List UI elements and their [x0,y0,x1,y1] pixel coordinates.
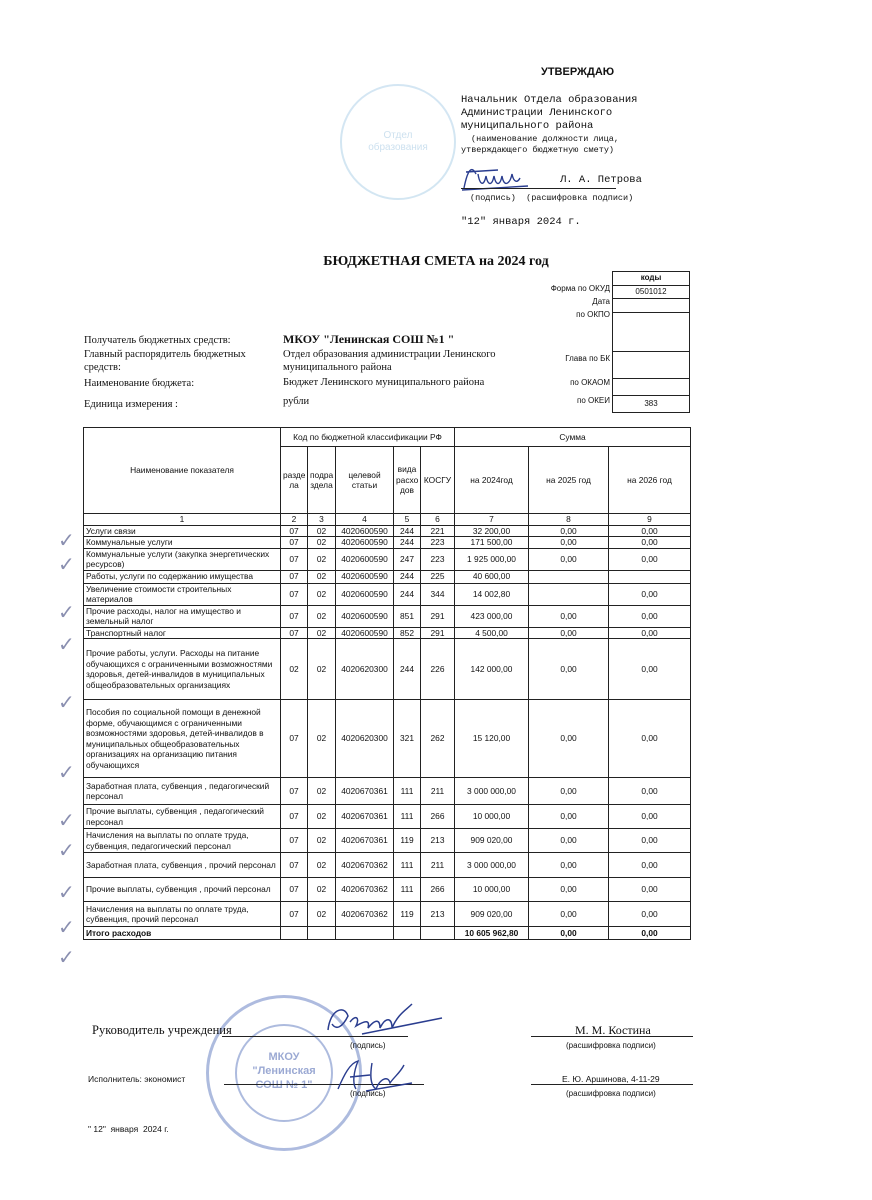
cell-cs: 4020620300 [336,639,394,700]
cell-kosgu: 213 [421,829,455,853]
code-date-label: Дата [592,297,610,306]
stamp-line-3: СОШ № 1" [255,1079,313,1091]
recipient-label: Получатель бюджетных средств: [84,335,231,346]
footer-date: " 12" января 2024 г. [88,1124,169,1134]
cell-s2024: 142 000,00 [455,639,529,700]
head-label: Руководитель учреждения [92,1023,232,1037]
cell-s2025: 0,00 [529,537,609,549]
total-empty-cell [308,927,336,940]
cell-s2025 [529,583,609,605]
cell-rz: 07 [281,778,308,805]
manager-label-line-1: Главный распорядитель бюджетных [84,349,246,360]
cell-cs: 4020600590 [336,605,394,627]
cell-s2024: 40 600,00 [455,570,529,583]
cell-name: Увеличение стоимости строительных материалов [84,583,281,605]
cell-vr: 111 [394,853,421,878]
cell-kosgu: 211 [421,778,455,805]
cell-s2025: 0,00 [529,525,609,537]
cell-cs: 4020670362 [336,853,394,878]
cell-s2025: 0,00 [529,829,609,853]
recipient-value: МКОУ "Ленинская СОШ №1 " [283,332,455,346]
code-okei-value: 383 [613,396,689,413]
cell-s2026: 0,00 [609,829,691,853]
cell-rz: 07 [281,548,308,570]
table-row [84,878,691,902]
cell-kosgu: 262 [421,700,455,778]
total-name: Итого расходов [84,927,281,940]
cell-name: Работы, услуги по содержанию имущества [84,570,281,583]
cell-s2026: 0,00 [609,853,691,878]
cell-cs: 4020600590 [336,525,394,537]
cell-vr: 247 [394,548,421,570]
codes-header: коды [613,272,689,286]
colnum-8: 8 [529,514,609,526]
cell-name: Начисления на выплаты по оплате труда, субвенция, педагогический персонал [84,829,281,853]
stamp-line-2: "Ленинская [252,1065,316,1077]
cell-s2026: 0,00 [609,700,691,778]
table-row [84,902,691,927]
cell-name: Пособия по социальной помощи в денежной форме, обучающимся с ограниченными возможностями здоровья, детей-инвалидов в муниципальных общеобразовательных организациях на организацию питания обучающихся [84,700,281,778]
cell-rz: 07 [281,570,308,583]
cell-vr: 111 [394,805,421,829]
budget-value: Бюджет Ленинского муниципального района [283,377,485,388]
total-empty-cell [421,927,455,940]
cell-prz: 02 [308,639,336,700]
cell-rz: 07 [281,605,308,627]
table-row [84,605,691,627]
cell-name: Прочие выплаты, субвенция , педагогический персонал [84,805,281,829]
table-row [84,805,691,829]
code-okaom-label: по ОКАОМ [570,378,610,387]
cell-cs: 4020600590 [336,548,394,570]
header-razdel: разде ла [281,447,308,514]
cell-rz: 07 [281,902,308,927]
cell-rz: 07 [281,537,308,549]
cell-rz: 02 [281,639,308,700]
total-empty-cell [281,927,308,940]
cell-name: Коммунальные услуги [84,537,281,549]
cell-prz: 02 [308,829,336,853]
cell-prz: 02 [308,805,336,829]
cell-s2024: 1 925 000,00 [455,548,529,570]
cell-s2025: 0,00 [529,902,609,927]
header-kosgu: КОСГУ [421,447,455,514]
codes-box [612,271,690,413]
manager-label [84,349,246,374]
check-mark-icon: ✓ [58,915,75,939]
unit-label: Единица измерения : [84,399,178,410]
table-row [84,570,691,583]
approval-note-line-1: (наименование должности лица, [471,134,619,144]
cell-s2024: 909 020,00 [455,902,529,927]
cell-rz: 07 [281,805,308,829]
approval-date: "12" января 2024 г. [461,216,581,228]
cell-vr: 244 [394,583,421,605]
code-okud-label: Форма по ОКУД [550,284,610,293]
cell-vr: 111 [394,778,421,805]
cell-prz: 02 [308,878,336,902]
cell-cs: 4020670361 [336,778,394,805]
cell-name: Прочие работы, услуги. Расходы на питание обучающихся с ограниченными возможностями здоровья, детей-инвалидов в муниципальных общеобразовательных организациях [84,639,281,700]
cell-s2024: 171 500,00 [455,537,529,549]
header-2025: на 2025 год [529,447,609,514]
cell-prz: 02 [308,853,336,878]
cell-cs: 4020600590 [336,570,394,583]
cell-s2026: 0,00 [609,627,691,639]
cell-prz: 02 [308,570,336,583]
cell-kosgu: 291 [421,605,455,627]
cell-s2026: 0,00 [609,902,691,927]
document-title: БЮДЖЕТНАЯ СМЕТА на 2024 год [323,254,549,269]
cell-name: Прочие выплаты, субвенция , прочий персонал [84,878,281,902]
code-okud-value: 0501012 [613,286,689,300]
executor-label: Исполнитель: экономист [88,1074,186,1084]
cell-s2026: 0,00 [609,525,691,537]
cell-prz: 02 [308,605,336,627]
check-mark-icon: ✓ [58,880,75,904]
cell-cs: 4020620300 [336,700,394,778]
table-row [84,525,691,537]
cell-kosgu: 213 [421,902,455,927]
budget-label: Наименование бюджета: [84,378,195,389]
approval-position-line-3: муниципального района [461,120,594,132]
cell-vr: 244 [394,525,421,537]
cell-cs: 4020670362 [336,902,394,927]
cell-vr: 244 [394,537,421,549]
header-sum-group: Сумма [455,428,691,447]
header-2024: на 2024год [455,447,529,514]
cell-kosgu: 226 [421,639,455,700]
cell-name: Начисления на выплаты по оплате труда, субвенция, прочий персонал [84,902,281,927]
cell-vr: 852 [394,627,421,639]
cell-s2024: 3 000 000,00 [455,853,529,878]
colnum-1: 1 [84,514,281,526]
cell-s2024: 3 000 000,00 [455,778,529,805]
cell-prz: 02 [308,778,336,805]
cell-name: Прочие расходы, налог на имущество и земельный налог [84,605,281,627]
cell-s2024: 10 000,00 [455,878,529,902]
colnum-9: 9 [609,514,691,526]
colnum-4: 4 [336,514,394,526]
approval-signature-line [461,188,616,189]
total-s2024: 10 605 962,80 [455,927,529,940]
executor-name-caption: (расшифровка подписи) [566,1089,656,1098]
total-row [84,927,691,940]
colnum-5: 5 [394,514,421,526]
check-mark-icon: ✓ [58,838,75,862]
cell-s2025: 0,00 [529,548,609,570]
cell-prz: 02 [308,627,336,639]
cell-vr: 244 [394,570,421,583]
cell-rz: 07 [281,525,308,537]
cell-cs: 4020600590 [336,583,394,605]
cell-s2024: 10 000,00 [455,805,529,829]
unit-value: рубли [283,396,310,407]
cell-rz: 07 [281,829,308,853]
cell-s2024: 423 000,00 [455,605,529,627]
colnum-7: 7 [455,514,529,526]
approval-stamp-text-2: образования [368,142,428,153]
total-s2025: 0,00 [529,927,609,940]
header-vid: вида расхо дов [394,447,421,514]
cell-name: Заработная плата, субвенция , прочий персонал [84,853,281,878]
table-row [84,548,691,570]
cell-s2024: 4 500,00 [455,627,529,639]
cell-name: Транспортный налог [84,627,281,639]
header-2026: на 2026 год [609,447,691,514]
cell-s2026 [609,570,691,583]
code-okei-label: по ОКЕИ [577,396,610,405]
executor-name-line [531,1084,693,1085]
head-name-caption: (расшифровка подписи) [566,1041,656,1050]
cell-s2025: 0,00 [529,605,609,627]
cell-rz: 07 [281,878,308,902]
cell-rz: 07 [281,627,308,639]
cell-vr: 111 [394,878,421,902]
cell-s2025: 0,00 [529,853,609,878]
cell-prz: 02 [308,700,336,778]
cell-rz: 07 [281,700,308,778]
cell-kosgu: 211 [421,853,455,878]
table-row [84,853,691,878]
column-number-row [84,514,691,526]
check-mark-icon: ✓ [58,600,75,624]
approval-signature-caption: (подпись) (расшифровка подписи) [470,193,634,203]
cell-kosgu: 344 [421,583,455,605]
approval-note-line-2: утверждающего бюджетную смету) [461,145,615,155]
total-empty-cell [394,927,421,940]
cell-s2025: 0,00 [529,700,609,778]
cell-kosgu: 266 [421,805,455,829]
header-podrazdel: подра здела [308,447,336,514]
check-mark-icon: ✓ [58,760,75,784]
head-name-line [531,1036,693,1037]
cell-vr: 119 [394,829,421,853]
approval-signature [458,160,538,196]
cell-s2026: 0,00 [609,583,691,605]
cell-name: Заработная плата, субвенция , педагогический персонал [84,778,281,805]
cell-kosgu: 223 [421,537,455,549]
cell-s2025: 0,00 [529,778,609,805]
cell-cs: 4020670361 [336,829,394,853]
cell-kosgu: 221 [421,525,455,537]
colnum-6: 6 [421,514,455,526]
cell-s2024: 909 020,00 [455,829,529,853]
cell-kosgu: 291 [421,627,455,639]
cell-kosgu: 266 [421,878,455,902]
approval-block [461,94,701,133]
cell-vr: 851 [394,605,421,627]
colnum-3: 3 [308,514,336,526]
head-signature [322,1000,452,1045]
total-empty-cell [336,927,394,940]
code-okpo-label: по ОКПО [576,310,610,319]
manager-label-line-2: средств: [84,361,121,373]
cell-s2024: 14 002,80 [455,583,529,605]
table-row [84,537,691,549]
manager-value-line-2: муниципального района [283,361,392,373]
cell-s2026: 0,00 [609,778,691,805]
cell-kosgu: 223 [421,548,455,570]
check-mark-icon: ✓ [58,808,75,832]
cell-s2025 [529,570,609,583]
head-name: М. М. Костина [575,1023,651,1037]
cell-s2026: 0,00 [609,805,691,829]
cell-s2026: 0,00 [609,548,691,570]
table-row [84,583,691,605]
approval-position-note [461,134,619,156]
cell-prz: 02 [308,902,336,927]
colnum-2: 2 [281,514,308,526]
check-mark-icon: ✓ [58,528,75,552]
cell-prz: 02 [308,525,336,537]
header-celevaya: целевой статьи [336,447,394,514]
executor-signature-caption: (подпись) [350,1089,386,1098]
cell-rz: 07 [281,583,308,605]
code-date-value [613,299,689,313]
cell-s2024: 15 120,00 [455,700,529,778]
code-glava-value [613,352,689,379]
cell-prz: 02 [308,548,336,570]
table-row [84,829,691,853]
cell-s2025: 0,00 [529,639,609,700]
cell-s2026: 0,00 [609,878,691,902]
cell-s2025: 0,00 [529,627,609,639]
check-mark-icon: ✓ [58,945,75,969]
header-name: Наименование показателя [84,428,281,514]
cell-s2025: 0,00 [529,878,609,902]
approval-position-line-2: Администрации Ленинского [461,107,613,119]
table-row [84,639,691,700]
cell-cs: 4020600590 [336,627,394,639]
cell-cs: 4020670362 [336,878,394,902]
cell-prz: 02 [308,537,336,549]
cell-s2025: 0,00 [529,805,609,829]
cell-kosgu: 225 [421,570,455,583]
total-s2026: 0,00 [609,927,691,940]
table-row [84,700,691,778]
cell-s2024: 32 200,00 [455,525,529,537]
table-row [84,778,691,805]
cell-name: Коммунальные услуги (закупка энергетических ресурсов) [84,548,281,570]
cell-rz: 07 [281,853,308,878]
approval-signer-name: Л. А. Петрова [560,174,642,186]
approval-stamp-text-1: Отдел [383,130,413,141]
header-code-group: Код по бюджетной классификации РФ [281,428,455,447]
check-mark-icon: ✓ [58,552,75,576]
approval-stamp [340,84,456,200]
executor-name: Е. Ю. Аршинова, 4-11-29 [562,1074,660,1084]
cell-vr: 244 [394,639,421,700]
cell-s2026: 0,00 [609,639,691,700]
code-glava-label: Глава по БК [565,354,610,363]
approval-position-line-1: Начальник Отдела образования [461,94,638,106]
code-okpo-value [613,313,689,352]
cell-s2026: 0,00 [609,605,691,627]
cell-vr: 119 [394,902,421,927]
budget-table [83,427,691,940]
stamp-line-1: МКОУ [268,1051,300,1063]
check-mark-icon: ✓ [58,690,75,714]
manager-value-line-1: Отдел образования администрации Ленинского [283,349,496,360]
cell-s2026: 0,00 [609,537,691,549]
cell-name: Услуги связи [84,525,281,537]
approval-heading: УТВЕРЖДАЮ [541,66,615,78]
head-signature-caption: (подпись) [350,1041,386,1050]
cell-vr: 321 [394,700,421,778]
cell-cs: 4020600590 [336,537,394,549]
manager-value [283,349,496,374]
table-row [84,627,691,639]
check-mark-icon: ✓ [58,632,75,656]
code-okaom-value [613,379,689,396]
cell-prz: 02 [308,583,336,605]
cell-cs: 4020670361 [336,805,394,829]
